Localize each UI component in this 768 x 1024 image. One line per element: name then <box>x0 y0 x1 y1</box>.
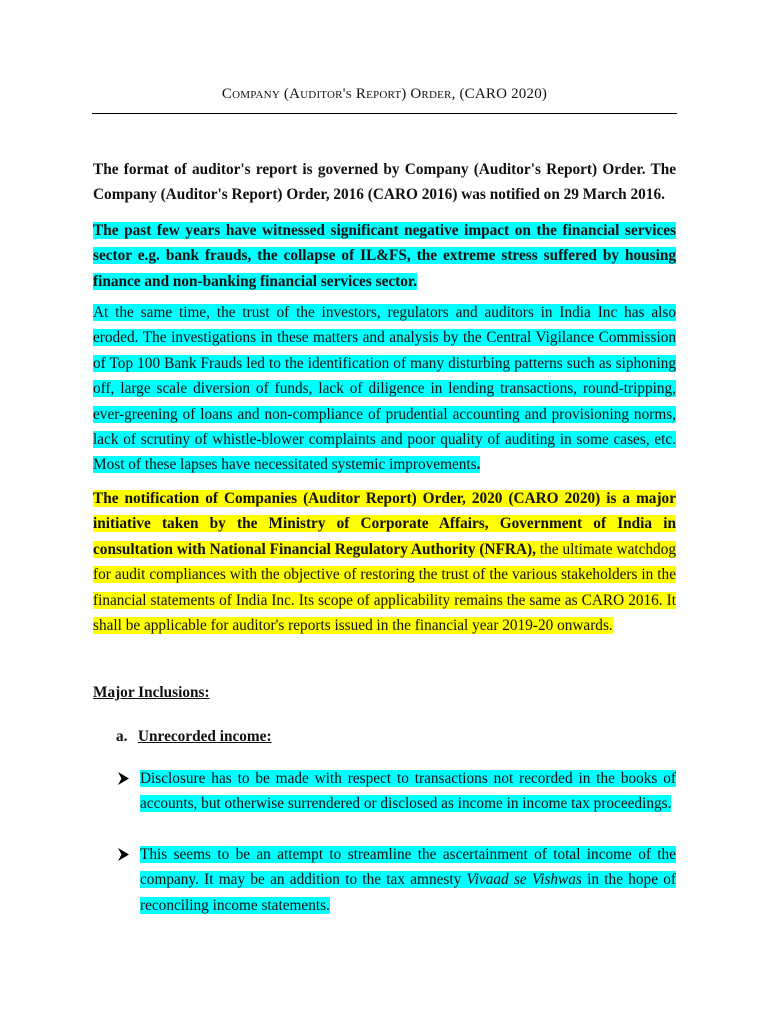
title-divider <box>92 113 677 114</box>
bullet-text-streamline-italic: Vivaad se Vishwas <box>466 871 582 889</box>
impact-paragraph <box>93 218 676 294</box>
document-title: Company (Auditor's Report) Order, (CARO 2020) <box>221 86 548 102</box>
bullet-text-streamline-post: in the hope of reconciling income statements. <box>140 871 676 914</box>
intro-paragraph <box>93 157 676 208</box>
intro-paragraph-text: The format of auditor's report is governed by Company (Auditor's Report) Order. The Company (Auditor's Report) Order, 2016 (CARO 2016) was notified on 29 March 2016. <box>93 161 676 204</box>
trust-paragraph-period: . <box>476 456 481 474</box>
list-letter: a. <box>116 728 128 745</box>
impact-paragraph-text: The past few years have witnessed significant negative impact on the financial services sector e.g. bank frauds, the collapse of IL&FS, the extreme stress suffered by housing finance and non-banking financial services sector. <box>93 222 676 290</box>
unrecorded-income-title: Unrecorded income: <box>138 728 272 745</box>
unrecorded-income-heading <box>116 728 272 746</box>
notification-paragraph <box>93 486 676 638</box>
bullet-item-disclosure <box>116 766 676 817</box>
notification-paragraph-bold: The notification of Companies (Auditor Report) Order, 2020 (CARO 2020) is a major initiative taken by the Ministry of Corporate Affairs, Government of India in consultation with National Financial Regulatory Authority (NFRA), <box>93 490 676 558</box>
arrowhead-bullet-icon <box>116 842 134 867</box>
notification-paragraph-rest: the ultimate watchdog for audit compliances with the objective of restoring the trust of the various stakeholders in the financial statements of India Inc. Its scope of applicability remains the same as CARO 2016. It shall be applicable for auditor's reports issued in the financial year 2019-20 onwards. <box>93 540 676 635</box>
bullet-text-disclosure <box>140 766 676 817</box>
trust-paragraph-text: At the same time, the trust of the investors, regulators and auditors in India Inc has also eroded. The investigations in these matters and analysis by the Central Vigilance Commission of Top 100 Bank Frauds led to the identification of many disturbing patterns such as siphoning off, large scale diversion of funds, lack of diligence in lending transactions, round-tripping, ever-greening of loans and non-compliance of prudential accounting and provisioning norms, lack of scrutiny of whistle-blower complaints and poor quality of auditing in some cases, etc. Most of these lapses have necessitated systemic improvements <box>93 304 676 474</box>
major-inclusions-heading: Major Inclusions: <box>93 684 210 701</box>
trust-paragraph <box>93 300 676 478</box>
arrowhead-bullet-icon <box>116 766 134 791</box>
bullet-item-streamline <box>116 842 676 918</box>
bullet-text-disclosure-content: Disclosure has to be made with respect to transactions not recorded in the books of accounts, but otherwise surrendered or disclosed as income in income tax proceedings. <box>140 770 676 813</box>
bullet-text-streamline-pre: This seems to be an attempt to streamline the ascertainment of total income of the company. It may be an addition to the tax amnesty <box>140 846 676 889</box>
bullet-text-streamline <box>140 842 676 918</box>
